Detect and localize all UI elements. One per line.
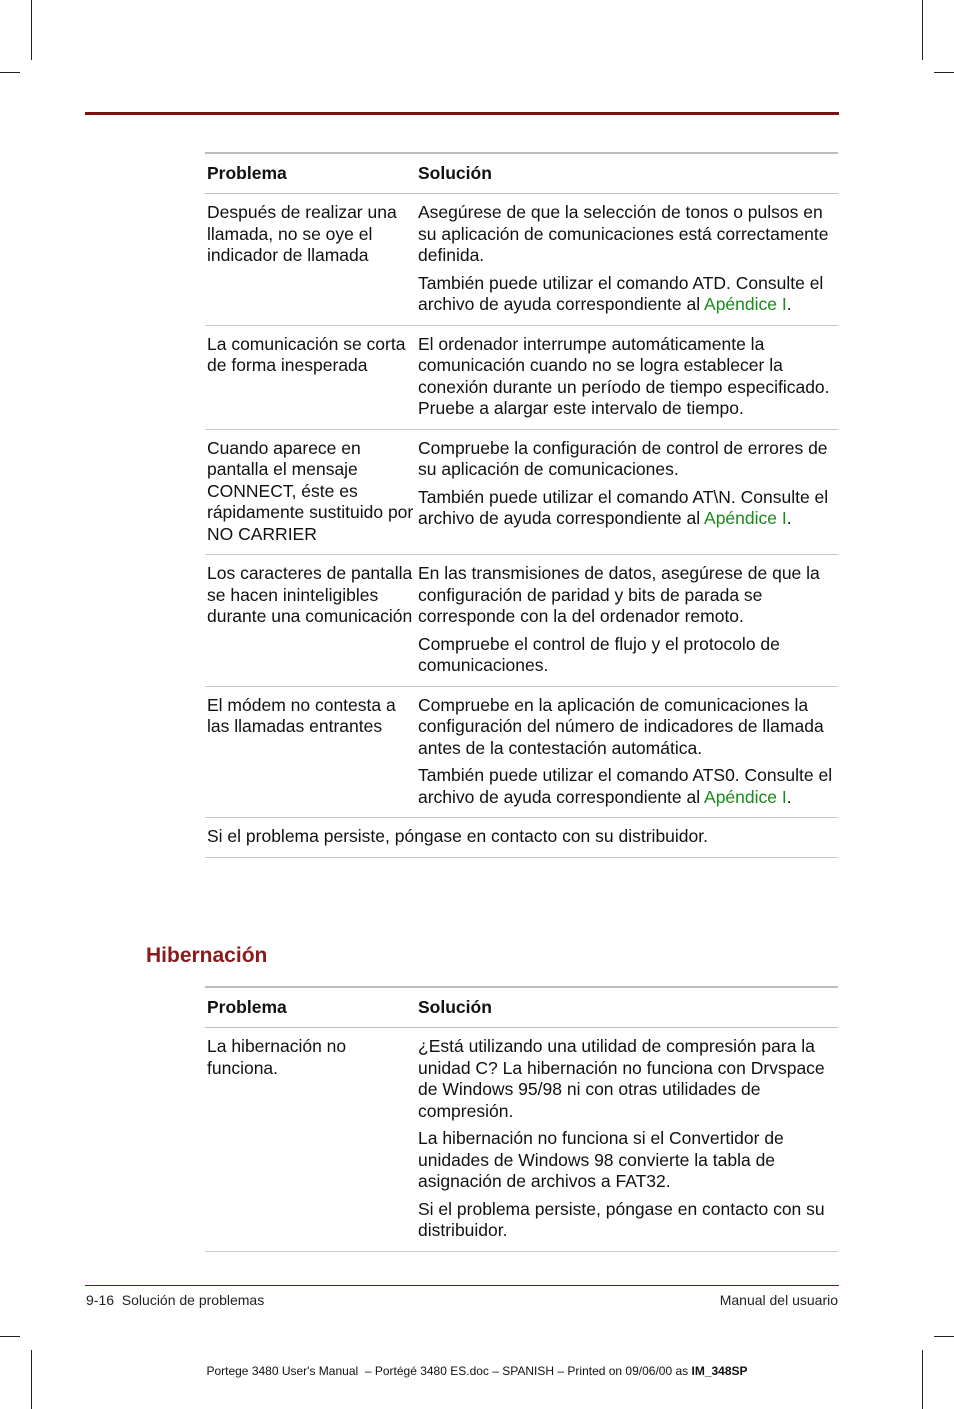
appendix-link[interactable]: Apéndice I: [704, 786, 787, 807]
crop-mark: [922, 0, 923, 60]
solution-text: También puede utilizar el comando ATS0. Consulte el archivo de ayuda correspondiente al: [418, 765, 833, 807]
column-header-problem: Problema: [207, 163, 287, 183]
footer-manual-title: Manual del usuario: [719, 1292, 838, 1308]
table-row: [205, 429, 838, 555]
solution-text: Compruebe el control de flujo y el protocolo de comunicaciones.: [418, 633, 780, 675]
print-info-code: IM_348SP: [691, 1364, 748, 1378]
problem-cell: La comunicación se corta de forma inesperada: [205, 325, 416, 429]
solution-paragraph: [418, 1036, 838, 1122]
print-info-text: Portege 3480 User's Manual – Portégé 3480 ES.doc – SPANISH – Printed on 09/06/00 as: [206, 1364, 692, 1378]
solution-cell: [416, 429, 838, 555]
crop-mark: [0, 72, 20, 73]
solution-text: El ordenador interrumpe automáticamente la comunicación cuando no se logra establecer la conexión durante un período de tiempo especificado. Pruebe a alargar este intervalo de tiempo.: [418, 333, 830, 418]
section-title-hibernation: Hibernación: [146, 944, 268, 967]
table-row: [205, 686, 838, 818]
problem-cell: Después de realizar una llamada, no se oye el indicador de llamada: [205, 194, 416, 326]
solution-text: También puede utilizar el comando ATD. Consulte el archivo de ayuda correspondiente al: [418, 272, 824, 314]
problem-cell: El módem no contesta a las llamadas entrantes: [205, 686, 416, 818]
solution-paragraph: [418, 695, 838, 760]
crop-mark: [31, 0, 32, 60]
problem-cell: Cuando aparece en pantalla el mensaje CONNECT, éste es rápidamente sustituido por NO CARRIER: [205, 429, 416, 555]
sentence-end: .: [786, 294, 792, 314]
column-header-solution: Solución: [418, 997, 492, 1017]
print-info-line: [0, 1364, 954, 1378]
header-rule: [85, 112, 839, 115]
table-row: [205, 1028, 838, 1252]
footer-rule: [85, 1285, 839, 1286]
solution-text: Si el problema persiste, póngase en contacto con su distribuidor.: [418, 1198, 825, 1240]
table-row: [205, 325, 838, 429]
crop-mark: [922, 1350, 923, 1409]
appendix-link[interactable]: Apéndice I: [704, 294, 787, 314]
solution-paragraph: [418, 634, 838, 677]
column-header-solution: Solución: [418, 163, 492, 183]
table-note: Si el problema persiste, póngase en contacto con su distribuidor.: [205, 818, 838, 858]
solution-cell: [416, 1028, 838, 1252]
solution-text: Compruebe la configuración de control de errores de su aplicación de comunicaciones.: [418, 437, 828, 479]
solution-paragraph: [418, 563, 838, 628]
solution-text: ¿Está utilizando una utilidad de compresión para la unidad C? La hibernación no funciona con Drvspace de Windows 95/98 ni con otras utilidades de compresión.: [418, 1036, 825, 1121]
appendix-link[interactable]: Apéndice I: [704, 508, 787, 528]
table-row: [205, 194, 838, 326]
crop-mark: [934, 72, 954, 73]
solution-cell: [416, 555, 838, 687]
sentence-end: .: [786, 508, 792, 528]
crop-mark: [31, 1350, 32, 1409]
crop-mark: [934, 1336, 954, 1337]
solution-paragraph: [418, 202, 838, 267]
table-header-row: [205, 153, 838, 194]
troubleshooting-table-modem: [205, 152, 838, 858]
solution-cell: [416, 325, 838, 429]
table-header-row: [205, 987, 838, 1028]
footer-page-label: 9-16 Solución de problemas: [86, 1292, 265, 1308]
table-note-row: [205, 818, 838, 858]
solution-paragraph: [418, 1128, 838, 1193]
solution-text: Compruebe en la aplicación de comunicaciones la configuración del número de indicadores de llamada antes de la contestación automática.: [418, 694, 824, 758]
solution-text: Asegúrese de que la selección de tonos o pulsos en su aplicación de comunicaciones está correctamente definida.: [418, 202, 829, 265]
solution-text: La hibernación no funciona si el Convertidor de unidades de Windows 98 convierte la tabla de asignación de archivos a FAT32.: [418, 1128, 784, 1191]
solution-text: En las transmisiones de datos, asegúrese de que la configuración de paridad y bits de parada se corresponde con la del ordenador remoto.: [418, 563, 820, 626]
solution-text: También puede utilizar el comando AT\N. Consulte el archivo de ayuda correspondiente al: [418, 486, 829, 528]
troubleshooting-table-hibernation: [205, 986, 838, 1252]
solution-paragraph: [418, 273, 838, 316]
solution-paragraph: [418, 1199, 838, 1242]
solution-paragraph: [418, 765, 838, 808]
solution-paragraph: [418, 438, 838, 481]
solution-cell: [416, 194, 838, 326]
sentence-end: .: [786, 786, 792, 807]
solution-cell: [416, 686, 838, 818]
problem-cell: Los caracteres de pantalla se hacen ininteligibles durante una comunicación: [205, 555, 416, 687]
solution-paragraph: [418, 334, 838, 420]
solution-paragraph: [418, 487, 838, 530]
table-row: [205, 555, 838, 687]
column-header-problem: Problema: [207, 997, 287, 1017]
crop-mark: [0, 1336, 20, 1337]
problem-cell: La hibernación no funciona.: [205, 1028, 416, 1252]
